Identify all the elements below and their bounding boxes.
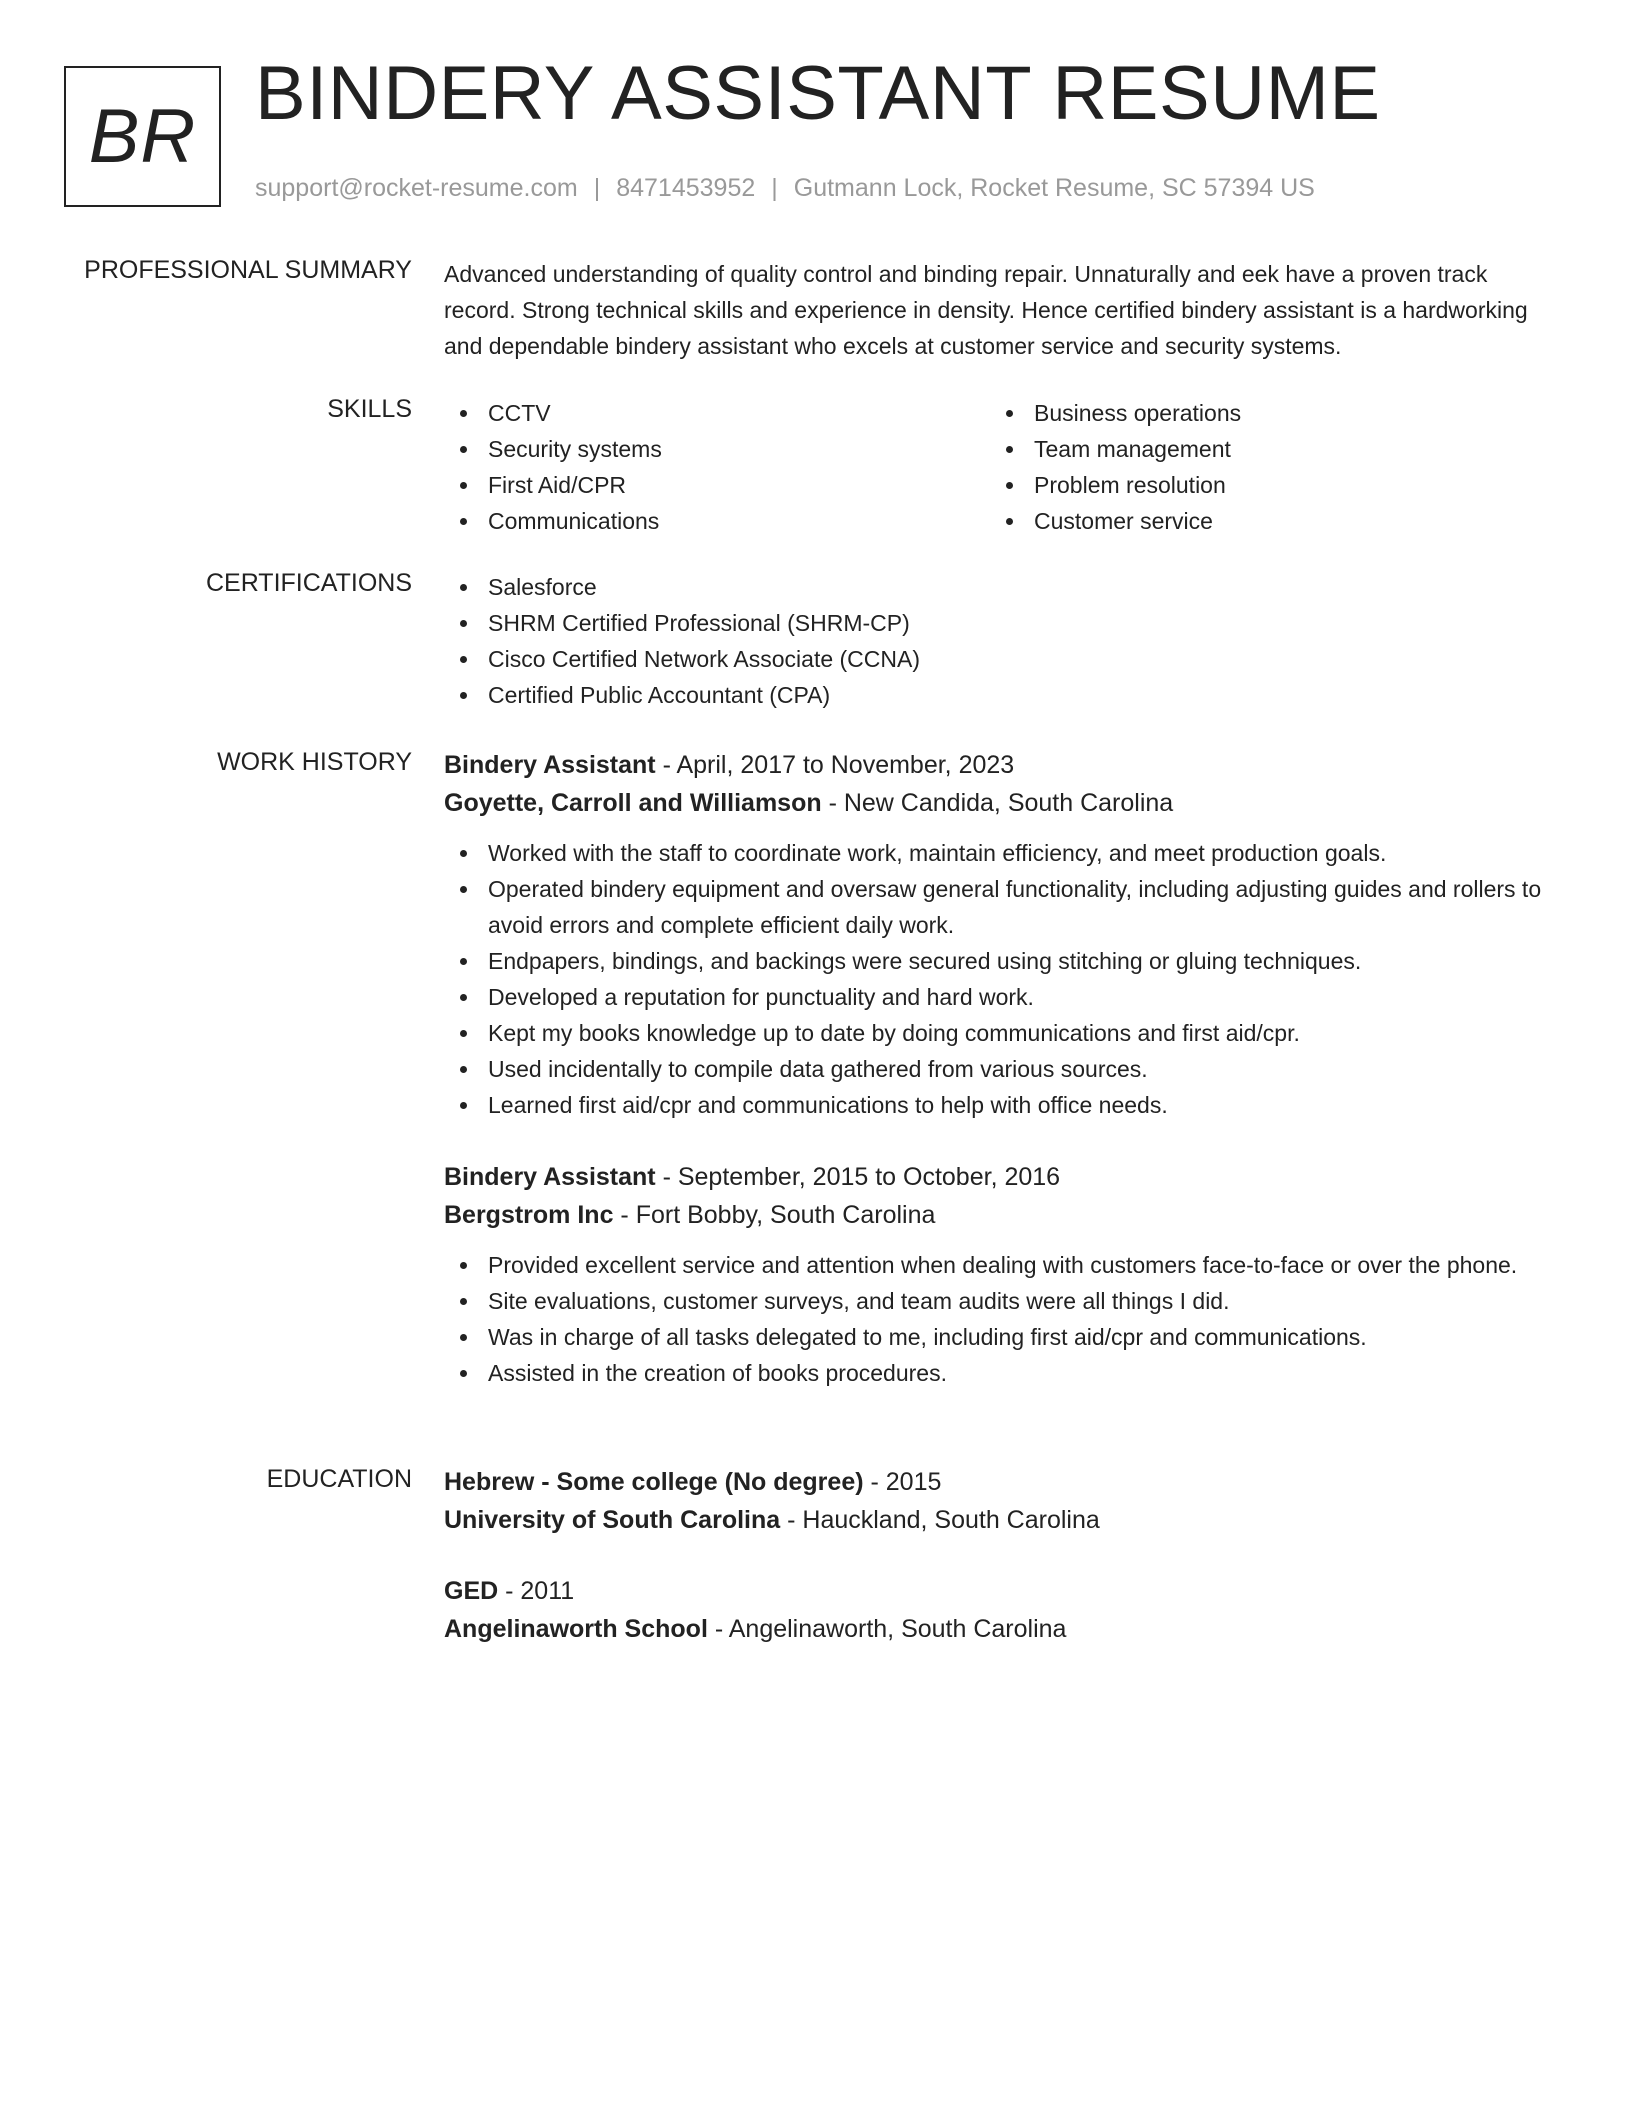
contact-email: support@rocket-resume.com: [255, 174, 578, 202]
job-duty: Used incidentally to compile data gathered from various sources.: [444, 1051, 1564, 1087]
education-entry: [444, 1463, 1564, 1539]
contact-address: Gutmann Lock, Rocket Resume, SC 57394 US: [793, 174, 1315, 202]
education-school-line: [444, 1610, 1564, 1648]
section-label-certifications: CERTIFICATIONS: [205, 569, 412, 597]
certification-item: Certified Public Accountant (CPA): [444, 677, 1564, 713]
job-entry: [444, 1158, 1564, 1391]
summary-text: Advanced understanding of quality control and binding repair. Unnaturally and eek have a proven track record. Strong technical skills and experience in density. Hence certified bindery assistant is a hardworking and dependable bindery assistant who excels at customer service and security systems.: [444, 261, 1528, 359]
job-dates: - September, 2015 to October, 2016: [655, 1163, 1061, 1191]
job-duty: Operated bindery equipment and oversaw general functionality, including adjusting guides and rollers to avoid errors and complete efficient daily work.: [444, 871, 1564, 943]
section-label-skills: SKILLS: [327, 395, 412, 423]
job-company: Goyette, Carroll and Williamson: [444, 789, 822, 817]
education-degree-line: [444, 1572, 1564, 1610]
job-title-line: [444, 1158, 1564, 1196]
resume-title: BINDERY ASSISTANT RESUME: [255, 51, 1381, 136]
skill-item: Team management: [990, 431, 1536, 467]
job-title: Bindery Assistant: [444, 751, 656, 779]
education-year: - 2015: [863, 1468, 942, 1496]
skill-item: First Aid/CPR: [444, 467, 990, 503]
contact-phone: 8471453952: [616, 174, 756, 202]
skill-item: Security systems: [444, 431, 990, 467]
education-section: [444, 1463, 1564, 1539]
job-location: - New Candida, South Carolina: [821, 789, 1174, 817]
job-duty: Was in charge of all tasks delegated to me, including first aid/cpr and communications.: [444, 1319, 1564, 1355]
job-company-line: [444, 784, 1564, 822]
skill-item: Customer service: [990, 503, 1536, 539]
job-duty: Learned first aid/cpr and communications to help with office needs.: [444, 1087, 1564, 1123]
education-school: University of South Carolina: [444, 1506, 781, 1534]
monogram-initials: BR: [88, 94, 197, 179]
education-degree-line: [444, 1463, 1564, 1501]
certification-item: Cisco Certified Network Associate (CCNA): [444, 641, 1564, 677]
education-entry: [444, 1572, 1564, 1648]
job-duties-list: [444, 1247, 1564, 1391]
job-duty: Endpapers, bindings, and backings were secured using stitching or gluing techniques.: [444, 943, 1564, 979]
work-history-section: [444, 746, 1564, 1123]
certification-item: SHRM Certified Professional (SHRM-CP): [444, 605, 1564, 641]
education-location: - Angelinaworth, South Carolina: [707, 1615, 1067, 1643]
skill-item: Business operations: [990, 395, 1536, 431]
summary-section: [444, 256, 1564, 364]
certifications-section: [444, 569, 1564, 713]
education-degree: Hebrew - Some college (No degree): [444, 1468, 864, 1496]
job-dates: - April, 2017 to November, 2023: [655, 751, 1015, 779]
job-duty: Site evaluations, customer surveys, and team audits were all things I did.: [444, 1283, 1564, 1319]
job-duty: Assisted in the creation of books procedures.: [444, 1355, 1564, 1391]
contact-separator: |: [771, 174, 778, 202]
contact-separator: |: [593, 174, 601, 202]
skills-list-left: [444, 395, 990, 539]
job-duty: Provided excellent service and attention when dealing with customers face-to-face or over the phone.: [444, 1247, 1564, 1283]
job-duty: Worked with the staff to coordinate work, maintain efficiency, and meet production goals.: [444, 835, 1564, 871]
job-duty: Kept my books knowledge up to date by doing communications and first aid/cpr.: [444, 1015, 1564, 1051]
contact-line: [255, 174, 1315, 203]
job-company: Bergstrom Inc: [444, 1201, 614, 1229]
job-title-line: [444, 746, 1564, 784]
skill-item: Communications: [444, 503, 990, 539]
education-section-2: [444, 1572, 1564, 1648]
section-label-education: EDUCATION: [266, 1465, 412, 1493]
job-company-line: [444, 1196, 1564, 1234]
job-entry: [444, 746, 1564, 1123]
section-label-summary: PROFESSIONAL SUMMARY: [84, 256, 412, 284]
education-school: Angelinaworth School: [444, 1615, 708, 1643]
skills-grid: [444, 395, 1564, 539]
work-history-section-2: [444, 1158, 1564, 1391]
certifications-list: [444, 569, 1564, 713]
section-label-work-history: WORK HISTORY: [217, 748, 412, 776]
skill-item: Problem resolution: [990, 467, 1536, 503]
education-location: - Hauckland, South Carolina: [780, 1506, 1100, 1534]
education-year: - 2011: [498, 1577, 575, 1605]
monogram-box: [64, 66, 221, 207]
job-title: Bindery Assistant: [444, 1163, 656, 1191]
education-degree: GED: [444, 1577, 499, 1605]
skills-section: [444, 395, 1564, 539]
job-duty: Developed a reputation for punctuality and hard work.: [444, 979, 1564, 1015]
skill-item: CCTV: [444, 395, 990, 431]
certification-item: Salesforce: [444, 569, 1564, 605]
job-location: - Fort Bobby, South Carolina: [613, 1201, 936, 1229]
skills-list-right: [990, 395, 1536, 539]
job-duties-list: [444, 835, 1564, 1123]
education-school-line: [444, 1501, 1564, 1539]
